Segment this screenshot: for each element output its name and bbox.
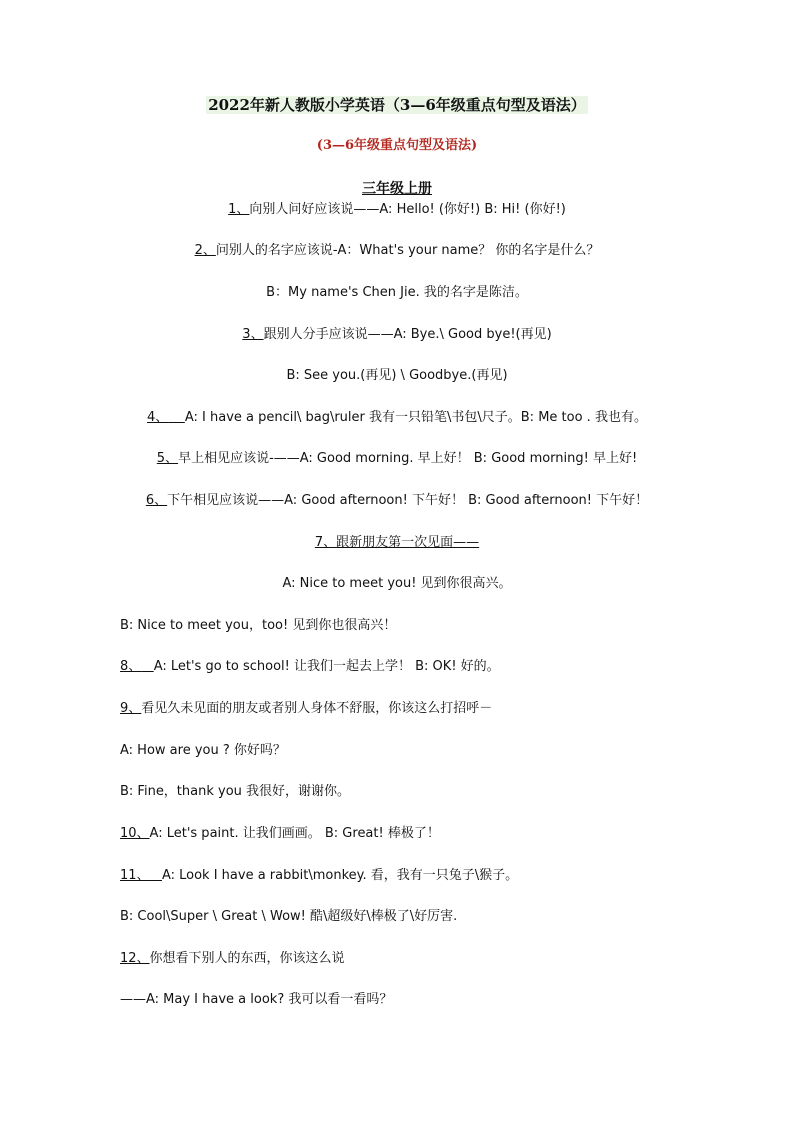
item-number: 5、 <box>156 451 179 466</box>
sentence-line-6 <box>0 409 794 427</box>
sentence-line-9 <box>0 534 794 552</box>
item-number: 8、 <box>120 659 142 674</box>
item-number: 11、 <box>120 868 150 883</box>
sentence-line-13 <box>120 700 760 718</box>
item-text: A: Look I have a rabbit\monkey. 看，我有一只兔子\猴子。 <box>161 868 519 883</box>
item-text: 跟新朋友第一次见面—— <box>336 535 480 550</box>
sentence-line-15 <box>120 783 760 801</box>
item-text: 你想看下别人的东西，你该这么说 <box>149 951 345 966</box>
item-number: 1、 <box>228 202 250 217</box>
sentence-line-19 <box>120 950 760 968</box>
sentence-line-17 <box>120 867 760 885</box>
sentence-line-16 <box>120 825 760 843</box>
item-number: 4、 <box>147 410 169 425</box>
item-text: B: Fine，thank you 我很好，谢谢你。 <box>120 784 351 799</box>
item-text: 下午相见应该说——A: Good afternoon! 下午好！ B: Good afternoon! 下午好！ <box>167 493 649 508</box>
sentence-line-10 <box>0 575 794 593</box>
item-text: A: I have a pencil\ bag\ruler 我有一只铅笔\书包\尺子。B: Me too . 我也有。 <box>184 410 647 425</box>
item-number: 2、 <box>194 243 216 258</box>
sentence-line-18 <box>120 908 760 926</box>
answer-blank <box>141 658 153 676</box>
item-text: A: Let's go to school! 让我们一起去上学！ B: OK! 好的。 <box>153 659 500 674</box>
sentence-line-20 <box>120 991 760 1009</box>
item-number: 6、 <box>145 493 168 508</box>
document-title: 2022年新人教版小学英语（3—6年级重点句型及语法） <box>208 96 586 114</box>
item-text: 看见久未见面的朋友或者别人身体不舒服，你该这么打招呼－ <box>141 701 493 716</box>
answer-blank <box>168 409 185 427</box>
item-text: B：My name's Chen Jie. 我的名字是陈洁。 <box>266 285 528 300</box>
item-number: 12、 <box>120 951 150 966</box>
sentence-line-2 <box>0 242 794 260</box>
sentence-line-4 <box>0 326 794 344</box>
sentence-line-12 <box>120 658 760 676</box>
sentence-line-5 <box>0 367 794 385</box>
item-text: A: How are you ? 你好吗？ <box>120 743 286 758</box>
item-number: 7、 <box>314 535 337 550</box>
sentence-line-14 <box>120 742 760 760</box>
item-text: 向别人问好应该说——A: Hello! (你好!) B: Hi! (你好!) <box>249 202 566 217</box>
item-text: 跟别人分手应该说——A: Bye.\ Good bye!(再见) <box>263 327 552 342</box>
sentence-line-7 <box>0 450 794 468</box>
item-text: ——A: May I have a look? 我可以看一看吗？ <box>120 992 393 1007</box>
item-number: 3、 <box>242 327 264 342</box>
section-heading: 三年级上册 <box>362 181 432 197</box>
item-text: B: Nice to meet you，too! 见到你也很高兴！ <box>120 618 397 633</box>
item-text: A: Nice to meet you! 见到你很高兴。 <box>282 576 512 591</box>
item-text: 早上相见应该说-——A: Good morning. 早上好！ B: Good morning! 早上好! <box>178 451 638 466</box>
document-subtitle: (3—6年级重点句型及语法) <box>316 138 478 153</box>
item-text: 问别人的名字应该说-A：What's your name？ 你的名字是什么？ <box>215 243 600 258</box>
item-text: B: Cool\Super \ Great \ Wow! 酷\超级好\棒极了\好厉害. <box>120 909 458 924</box>
item-text: B: See you.(再见) \ Goodbye.(再见) <box>286 368 508 383</box>
item-number: 9、 <box>120 701 142 716</box>
sentence-line-11 <box>120 617 760 635</box>
sentence-line-3 <box>0 284 794 302</box>
sentence-line-1 <box>0 201 794 219</box>
item-text: A: Let's paint. 让我们画画。 B: Great! 棒极了！ <box>149 826 440 841</box>
item-number: 10、 <box>120 826 150 841</box>
answer-blank <box>150 867 162 885</box>
sentence-line-8 <box>0 492 794 510</box>
